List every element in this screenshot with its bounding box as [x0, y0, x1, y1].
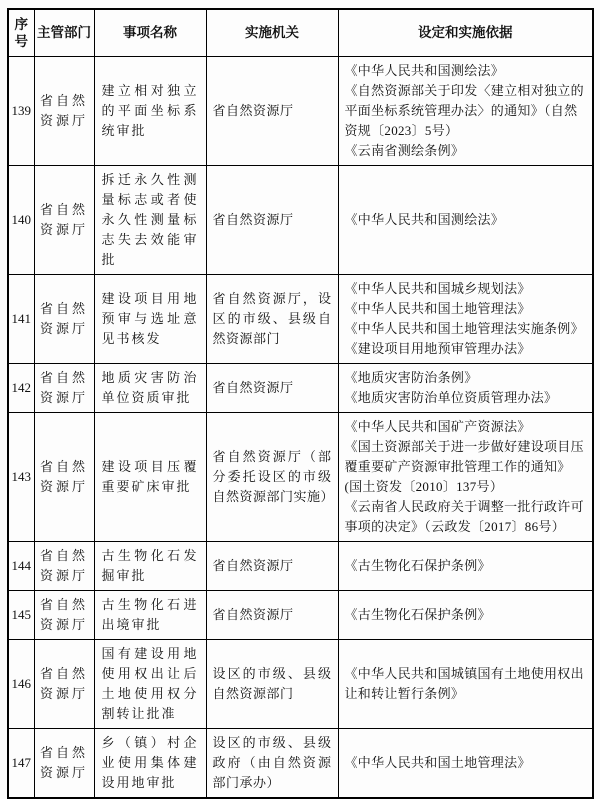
basis-line: 《地质灾害防治单位资质管理办法》: [344, 389, 558, 405]
basis-line: 《自然资源部关于印发〈建立相对独立的平面坐标系统管理办法〉的通知》（自然资规〔2023〕5号）: [344, 82, 584, 138]
serial-number-cell: 145: [8, 590, 34, 639]
basis-line: 《古生物化石保护条例》: [344, 606, 491, 622]
implementing-agency-cell: 省自然资源厅: [206, 363, 338, 412]
department-cell: 省自然资源厅: [34, 639, 94, 728]
implementing-agency-cell: 省自然资源厅（部分委托设区的市级自然资源部门实施）: [206, 412, 338, 541]
table-row: [8, 56, 593, 165]
basis-line: 《地质灾害防治条例》: [344, 369, 478, 385]
basis-line: 《中华人民共和国城镇国有土地使用权出让和转让暂行条例》: [344, 665, 584, 701]
basis-line: 《国土资源部关于进一步做好建设项目压覆重要矿产资源审批管理工作的通知》(国土资发〔2010〕137号）: [344, 438, 584, 494]
department-cell: 省自然资源厅: [34, 590, 94, 639]
implementing-agency-cell: 省自然资源厅: [206, 541, 338, 590]
implementing-agency-cell: 省自然资源厅: [206, 56, 338, 165]
basis-cell: [338, 728, 593, 798]
serial-number-cell: 140: [8, 165, 34, 274]
basis-line: 《中华人民共和国土地管理法》: [344, 300, 531, 316]
item-name-cell: 地质灾害防治单位资质审批: [94, 363, 206, 412]
implementing-agency-cell: 省自然资源厅: [206, 165, 338, 274]
serial-number-cell: 139: [8, 56, 34, 165]
basis-cell: [338, 590, 593, 639]
item-name-cell: 古生物化石进出境审批: [94, 590, 206, 639]
column-header-implementing-agency: 实施机关: [206, 9, 338, 56]
implementing-agency-cell: 省自然资源厅，设区的市级、县级自然资源部门: [206, 274, 338, 363]
table-header-row: [8, 9, 593, 56]
basis-cell: [338, 274, 593, 363]
item-name-cell: 古生物化石发掘审批: [94, 541, 206, 590]
implementing-agency-cell: 设区的市级、县级政府（由自然资源部门承办）: [206, 728, 338, 798]
serial-number-cell: 146: [8, 639, 34, 728]
approval-items-table: [7, 8, 594, 799]
serial-number-cell: 144: [8, 541, 34, 590]
basis-line: 《建设项目用地预审管理办法》: [344, 340, 531, 356]
column-header-item-name: 事项名称: [94, 9, 206, 56]
department-cell: 省自然资源厅: [34, 728, 94, 798]
table-row: [8, 590, 593, 639]
serial-number-cell: 147: [8, 728, 34, 798]
serial-number-cell: 142: [8, 363, 34, 412]
basis-line: 《中华人民共和国土地管理法实施条例》: [344, 320, 584, 336]
item-name-cell: 建设项目压覆重要矿床审批: [94, 412, 206, 541]
item-name-cell: 建立相对独立的平面坐标系统审批: [94, 56, 206, 165]
table-row: [8, 728, 593, 798]
basis-cell: [338, 541, 593, 590]
basis-line: 《中华人民共和国矿产资源法》: [344, 418, 531, 434]
basis-line: 《中华人民共和国测绘法》: [344, 211, 505, 227]
item-name-cell: 国有建设用地使用权出让后土地使用权分割转让批准: [94, 639, 206, 728]
table-row: [8, 541, 593, 590]
implementing-agency-cell: 设区的市级、县级自然资源部门: [206, 639, 338, 728]
item-name-cell: 建设项目用地预审与选址意见书核发: [94, 274, 206, 363]
department-cell: 省自然资源厅: [34, 56, 94, 165]
department-cell: 省自然资源厅: [34, 165, 94, 274]
table-row: [8, 363, 593, 412]
basis-cell: [338, 56, 593, 165]
basis-cell: [338, 165, 593, 274]
serial-number-cell: 143: [8, 412, 34, 541]
basis-line: 《中华人民共和国测绘法》: [344, 62, 505, 78]
basis-line: 《云南省人民政府关于调整一批行政许可事项的决定》（云政发〔2017〕86号）: [344, 498, 584, 534]
implementing-agency-cell: 省自然资源厅: [206, 590, 338, 639]
department-cell: 省自然资源厅: [34, 274, 94, 363]
department-cell: 省自然资源厅: [34, 363, 94, 412]
column-header-department: 主管部门: [34, 9, 94, 56]
serial-number-cell: 141: [8, 274, 34, 363]
department-cell: 省自然资源厅: [34, 412, 94, 541]
table-row: [8, 639, 593, 728]
table-row: [8, 165, 593, 274]
department-cell: 省自然资源厅: [34, 541, 94, 590]
column-header-serial-no: 序号: [8, 9, 34, 56]
item-name-cell: 乡（镇）村企业使用集体建设用地审批: [94, 728, 206, 798]
basis-line: 《中华人民共和国土地管理法》: [344, 754, 531, 770]
item-name-cell: 拆迁永久性测量标志或者使永久性测量标志失去效能审批: [94, 165, 206, 274]
column-header-basis: 设定和实施依据: [338, 9, 593, 56]
basis-cell: [338, 412, 593, 541]
table-row: [8, 274, 593, 363]
basis-cell: [338, 363, 593, 412]
basis-line: 《古生物化石保护条例》: [344, 557, 491, 573]
basis-line: 《云南省测绘条例》: [344, 142, 465, 158]
table-row: [8, 412, 593, 541]
basis-cell: [338, 639, 593, 728]
basis-line: 《中华人民共和国城乡规划法》: [344, 280, 531, 296]
